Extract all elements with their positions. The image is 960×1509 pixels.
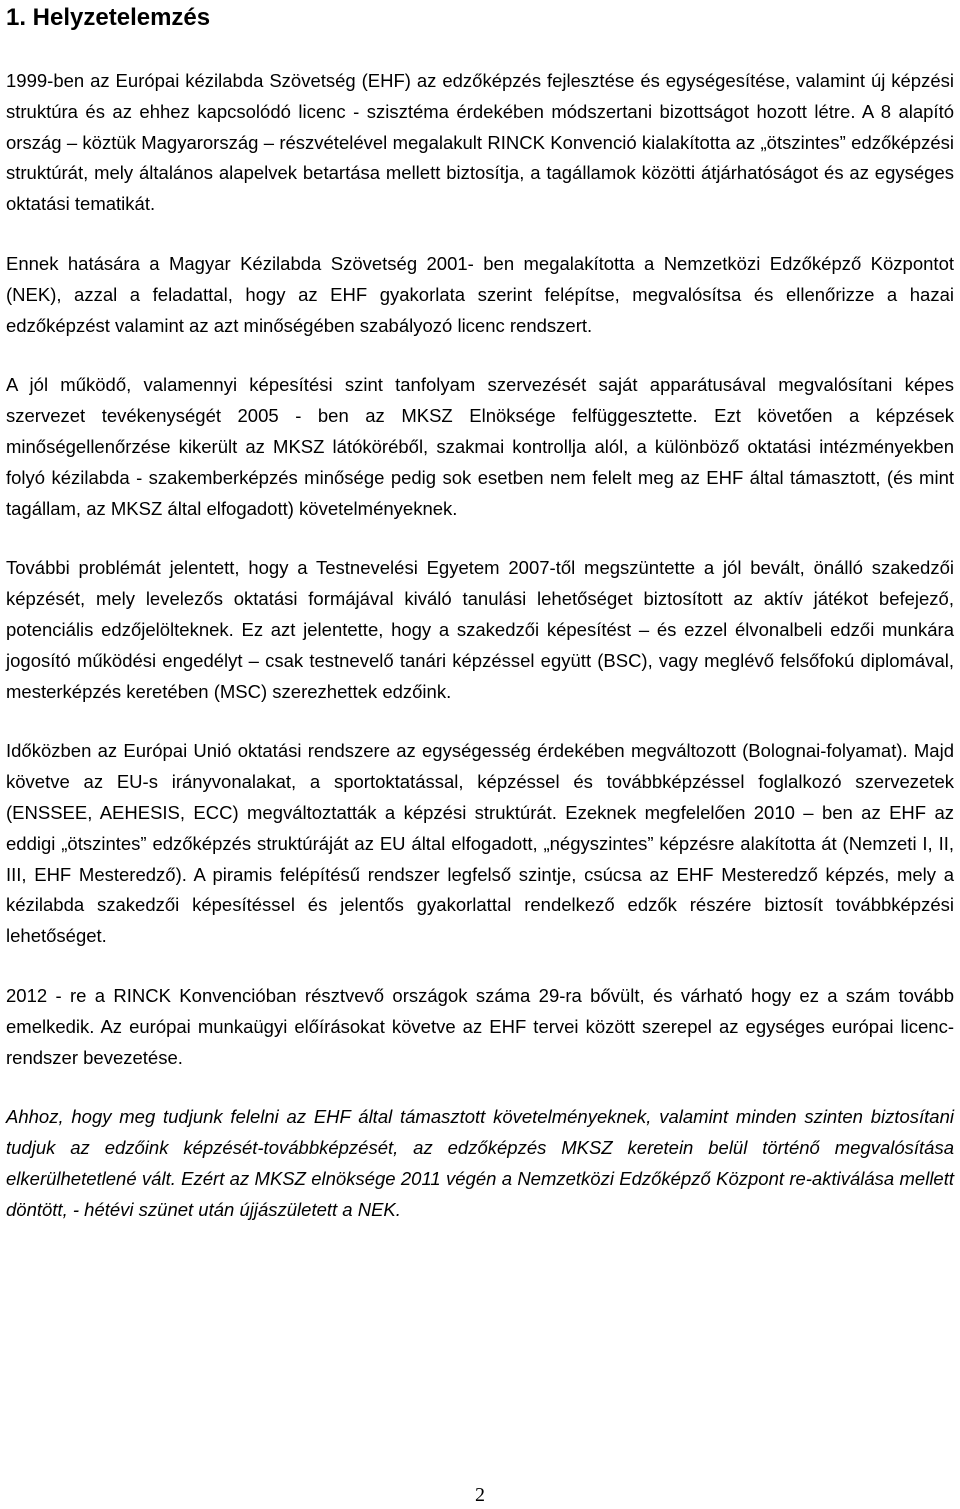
paragraph-bologna-process: Időközben az Európai Unió oktatási rendszere az egységesség érdekében megváltozott (Bolognai-folyamat). Majd követve az EU-s irányvonalakat, a sportoktatással, képzéssel és továbbképzéssel foglalkozó szervezetek (ENSSEE, AEHESIS, ECC) megváltoztatták a képzési struktúrát. Ezeknek megfelelően 2010 – ben az EHF az eddigi „ötszintes” edzőképzés struktúráját az EU által elfogadott, „négyszintes” képzésre alakította át (Nemzeti I, II, III, EHF Mesteredző). A piramis felépítésű rendszer legfelső szintje, csúcsa az EHF Mesteredző képzés, mely a kézilabda szakedzői képesítéssel és jelentős gyakorlattal rendelkező edzők részére biztosít továbbképzési lehetőséget.	[6, 740, 954, 947]
paragraph-ehf-history: 1999-ben az Európai kézilabda Szövetség (EHF) az edzőképzés fejlesztése és egységesítése, valamint új képzési struktúra és az ehhez kapcsolódó licenc - szisztéma érdekében módszertani bizottságot hozott létre. A 8 alapító ország – köztük Magyarország – részvételével megalakult RINCK Konvenció kialakította az „ötszintes” edzőképzési struktúrát, mely általános alapelvek betartása mellett biztosítja, a tagállamok közötti átjárhatóságot és az egységes oktatási tematikát.	[6, 70, 954, 215]
paragraph-suspension: A jól működő, valamennyi képesítési szint tanfolyam szervezését saját apparátusával megvalósítani képes szervezet tevékenységét 2005 - ben az MKSZ Elnöksége felfüggesztette. Ezt követően a képzések minőségellenőrzése kikerült az MKSZ látóköréből, szakmai kontrollja alól, a különböző oktatási intézményekben folyó kézilabda - szakemberképzés minősége pedig sok esetben nem felelt meg az EHF által támasztott, (és mint tagállam, az MKSZ által elfogadott) követelményeknek.	[6, 374, 954, 519]
paragraph-university-problem: További problémát jelentett, hogy a Testnevelési Egyetem 2007-től megszüntette a jól bevált, önálló szakedzői képzését, mely levelezős oktatási formájával kiváló tanulási lehetőséget biztosított az aktív játékot befejező, potenciális edzőjelölteknek. Ez azt jelentette, hogy a szakedzői képesítést – és ezzel élvonalbeli edzői munkára jogosító működési engedélyt – csak testnevelő tanári képzéssel együtt (BSC), vagy meglévő felsőfokú diplomával, mesterképzés keretében (MSC) szerezhettek edzőink.	[6, 557, 954, 702]
section-heading: 1. Helyzetelemzés	[6, 4, 211, 31]
paragraph-nek-founding: Ennek hatására a Magyar Kézilabda Szövetség 2001- ben megalakította a Nemzetközi Edzőképző Központot (NEK), azzal a feladattal, hogy az EHF gyakorlata szerint felépítse, megvalósítsa és ellenőrizze a hazai edzőképzést valamint az azt minőségében szabályozó licenc rendszert.	[6, 252, 954, 336]
paragraph-rinck-2012: 2012 - re a RINCK Konvencióban résztvevő országok száma 29-ra bővült, és várható hogy ez a szám tovább emelkedik. Az európai munkaügyi előírásokat követve az EHF tervei között szerepel az egységes európai licenc-rendszer bevezetése.	[6, 984, 954, 1068]
page-number: 2	[475, 1484, 485, 1506]
document-page	[6, 0, 954, 1226]
paragraph-nek-reactivation: Ahhoz, hogy meg tudjunk felelni az EHF által támasztott követelményeknek, valamint minden szinten biztosítani tudjuk az edzőink képzését-továbbképzését, az edzőképzés MKSZ keretein belül történő megvalósítása elkerülhetetlené vált. Ezért az MKSZ elnöksége 2011 végén a Nemzetközi Edzőképző Központ re-aktiválása mellett döntött, - hétévi szünet után újjászületett a NEK.	[6, 1106, 954, 1220]
